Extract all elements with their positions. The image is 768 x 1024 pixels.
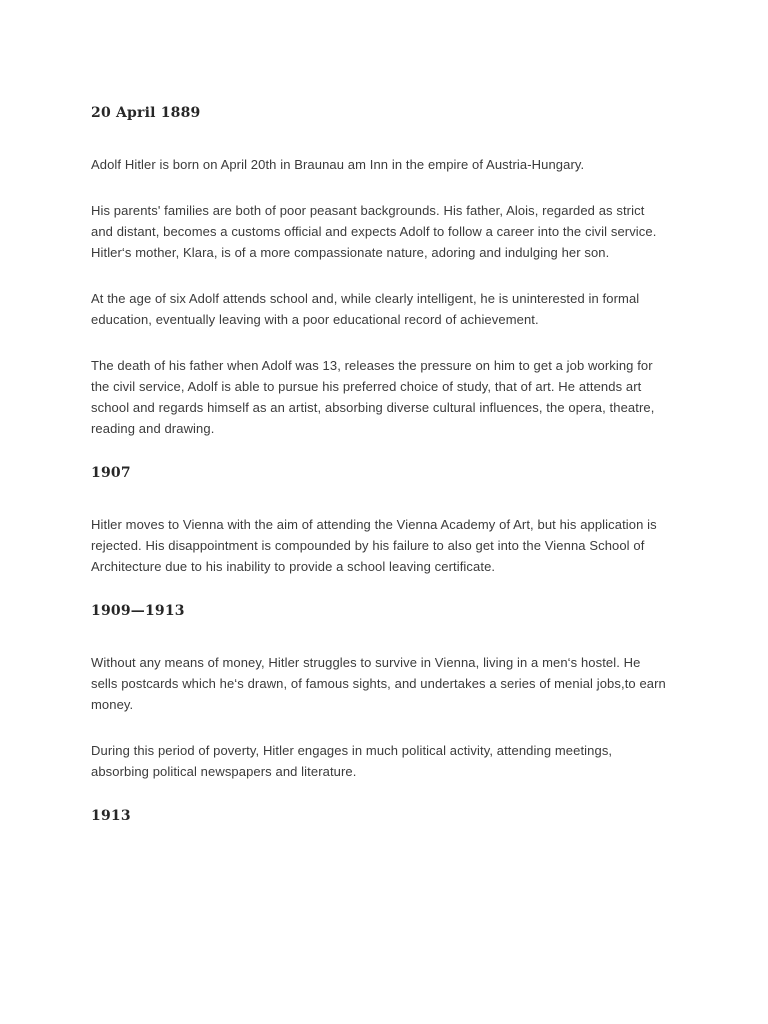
section-heading: 1909—1913 <box>91 603 185 619</box>
section-1913 <box>91 807 667 826</box>
section-heading: 20 April 1889 <box>91 105 201 121</box>
section-heading: 1913 <box>91 808 131 824</box>
paragraph: His parents' families are both of poor peasant backgrounds. His father, Alois, regarded as strict and distant, becomes a customs official and expects Adolf to follow a career into the civil service. Hitler‘s mother, Klara, is of a more compassionate nature, adoring and indulging her son. <box>91 203 657 260</box>
section-heading: 1907 <box>91 465 131 481</box>
paragraph: The death of his father when Adolf was 13, releases the pressure on him to get a job working for the civil service, Adolf is able to pursue his preferred choice of study, that of art. He attends art school and regards himself as an artist, absorbing diverse cultural influences, the opera, theatre, reading and drawing. <box>91 358 655 436</box>
document-content <box>91 104 667 857</box>
section-1909-1913 <box>91 602 667 782</box>
paragraph: Hitler moves to Vienna with the aim of attending the Vienna Academy of Art, but his application is rejected. His disappointment is compounded by his failure to also get into the Vienna School of Architecture due to his inability to provide a school leaving certificate. <box>91 517 657 574</box>
paragraph: Without any means of money, Hitler struggles to survive in Vienna, living in a men‘s hostel. He sells postcards which he‘s drawn, of famous sights, and undertakes a series of menial jobs,to earn money. <box>91 655 666 712</box>
paragraph: During this period of poverty, Hitler engages in much political activity, attending meetings, absorbing political newspapers and literature. <box>91 743 613 779</box>
paragraph: Adolf Hitler is born on April 20th in Braunau am Inn in the empire of Austria-Hungary. <box>91 157 585 172</box>
section-20-april-1889 <box>91 104 667 439</box>
paragraph: At the age of six Adolf attends school and, while clearly intelligent, he is uninterested in formal education, eventually leaving with a poor educational record of achievement. <box>91 291 640 327</box>
section-1907 <box>91 464 667 577</box>
